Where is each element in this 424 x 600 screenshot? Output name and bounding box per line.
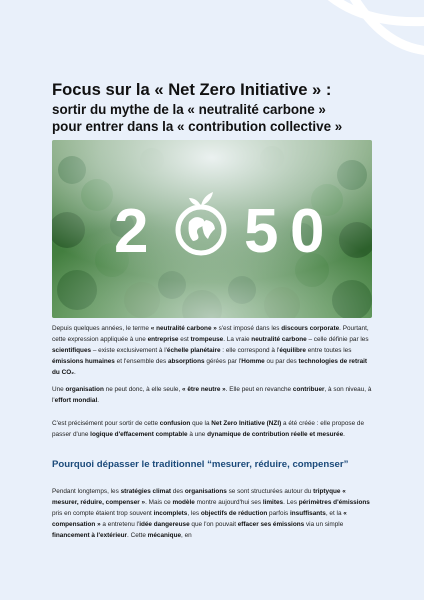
digit-5: 5 — [244, 197, 279, 266]
paragraph-intro: Depuis quelques années, le terme « neutralité carbone » s'est imposé dans les discours corporate. Pourtant, cette expression appliquée à une entreprise est trompeuse. La vraie neutralité carbone – celle définie par les scientifiques – existe exclusivement à l'échelle planétaire : elle correspond à l'équilibre entre toutes les émissions humaines et l'ensemble des absorptions gérées par l'Homme ou par des technologies de retrait du CO₂. — [52, 325, 369, 376]
page-title: Focus sur la « Net Zero Initiative » : — [52, 80, 332, 99]
subtitle-line-2: pour entrer dans la « contribution collective » — [52, 119, 343, 134]
section-heading: Pourquoi dépasser le traditionnel “mesurer, réduire, compenser” — [52, 459, 349, 470]
digit-2: 2 — [114, 197, 149, 266]
subtitle-line-1: sortir du mythe de la « neutralité carbone » — [52, 102, 326, 117]
paragraph-nzi: C'est précisément pour sortir de cette confusion que la Net Zero Initiative (NZI) a été créée : elle propose de passer d'une logique d'effacement comptable à une dynamique de contribution réelle et mesurée. — [52, 420, 365, 438]
digit-0: 0 — [290, 197, 325, 266]
page-subtitle — [52, 101, 392, 135]
paragraph-triptyque: Pendant longtemps, les stratégies climat des organisations se sont structurées autour du triptyque « mesurer, réduire, compenser ». Mais ce modèle montre aujourd'hui ses limites. Les périmètres d'émissions pris en compte étaient trop souvent incomplets, les objectifs de réduction parfois insuffisants, et la « compensation » a entretenu l'idée dangereuse que l'on pouvait effacer ses émissions via un simple financement à l'extérieur. Cette mécanique, en — [52, 488, 370, 539]
hero-image — [52, 140, 372, 318]
paragraph-organisation: Une organisation ne peut donc, à elle seule, « être neutre ». Elle peut en revanche contribuer, à son niveau, à l'effort mondial. — [52, 386, 372, 404]
